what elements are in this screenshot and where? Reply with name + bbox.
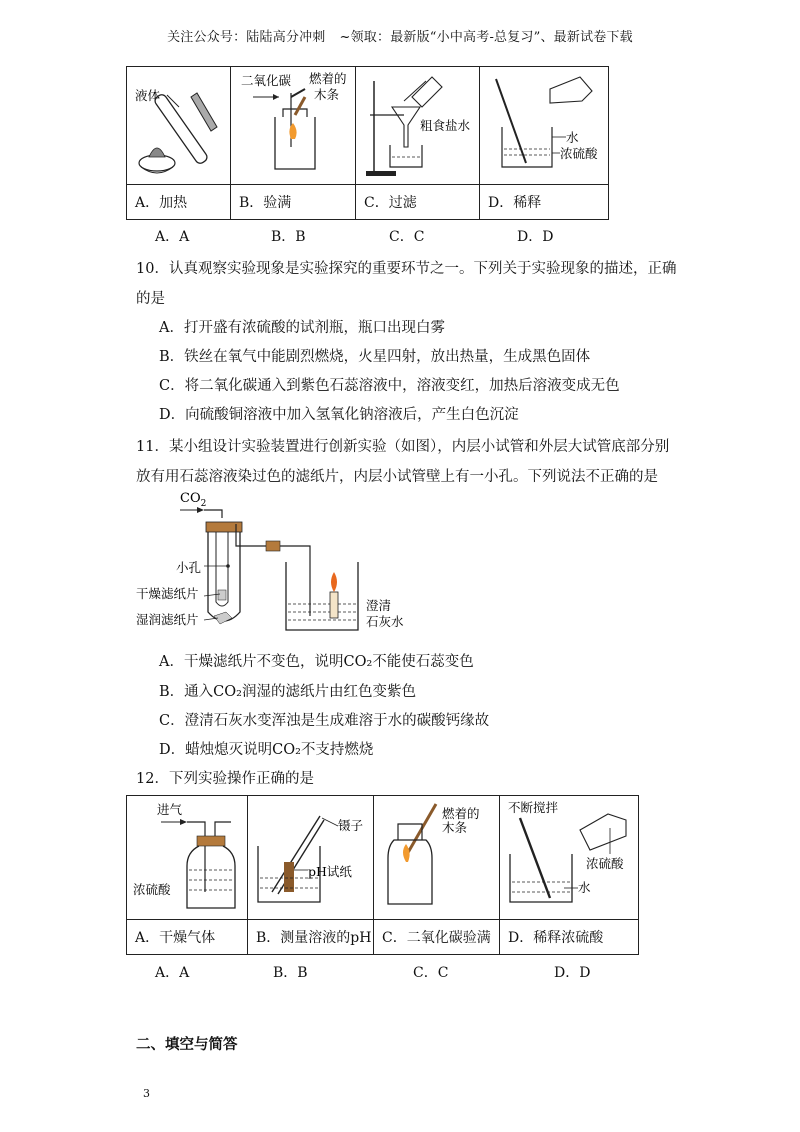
co2-full-test-diagram-2 bbox=[374, 796, 500, 920]
q10-option-d[interactable]: D．向硫酸铜溶液中加入氢氧化钠溶液后，产生白色沉淀 bbox=[159, 407, 519, 423]
q9-figure-c bbox=[356, 67, 480, 185]
tweezers-label: 镊子 bbox=[338, 818, 364, 833]
q12-caption-b: B．测量溶液的pH bbox=[248, 920, 374, 955]
dry-paper-label: 干燥滤纸片 bbox=[136, 586, 199, 601]
water-label-d: 水 bbox=[578, 880, 591, 895]
wet-paper-label: 湿润滤纸片 bbox=[136, 612, 199, 627]
q11-option-c[interactable]: C．澄清石灰水变浑浊是生成难溶于水的碳酸钙缘故 bbox=[159, 713, 490, 729]
filtration-diagram bbox=[356, 67, 480, 185]
q12-choice-d[interactable]: D．D bbox=[554, 965, 591, 981]
q12-caption-d: D．稀释浓硫酸 bbox=[500, 920, 639, 955]
q12-figure-c bbox=[374, 796, 500, 920]
q12-figure-b bbox=[248, 796, 374, 920]
page-number: 3 bbox=[143, 1087, 150, 1100]
burning-label-2: 燃着的 bbox=[442, 806, 480, 821]
q9-figure-d bbox=[480, 67, 609, 185]
liquid-label: 液体 bbox=[135, 88, 161, 103]
q10-option-b[interactable]: B．铁丝在氧气中能剧烈燃烧，火星四射，放出热量，生成黑色固体 bbox=[159, 349, 591, 365]
q9-caption-d: D．稀释 bbox=[480, 185, 609, 220]
svg-text:CO2 bbox=[180, 491, 206, 509]
q9-caption-c: C．过滤 bbox=[356, 185, 480, 220]
ph-test-diagram bbox=[248, 796, 374, 920]
q9-figure-a bbox=[127, 67, 231, 185]
page-header bbox=[0, 26, 800, 45]
q9-choice-a[interactable]: A．A bbox=[155, 229, 190, 245]
acid-label-a: 浓硫酸 bbox=[133, 882, 171, 897]
q12-choice-b[interactable]: B．B bbox=[273, 965, 308, 981]
header-wechat: 关注公众号：陆陆高分冲刺 bbox=[167, 30, 326, 45]
q11-stem-line2: 放有用石蕊溶液染过色的滤纸片，内层小试管壁上有一小孔。下列说法不正确的是 bbox=[136, 469, 658, 485]
q11-stem-line1: 11．某小组设计实验装置进行创新实验（如图），内层小试管和外层大试管底部分别 bbox=[136, 439, 670, 455]
gas-in-label: 进气 bbox=[157, 802, 183, 817]
q10-option-c[interactable]: C．将二氧化碳通入到紫色石蕊溶液中，溶液变红，加热后溶液变成无色 bbox=[159, 378, 620, 394]
hole-label: 小孔 bbox=[176, 560, 202, 575]
q12-figure-a bbox=[127, 796, 248, 920]
co2-text: CO bbox=[180, 491, 201, 506]
co2-full-test-diagram bbox=[231, 67, 356, 185]
q11-option-a[interactable]: A．干燥滤纸片不变色，说明CO₂不能使石蕊变色 bbox=[159, 654, 474, 670]
dilution-diagram bbox=[480, 67, 609, 185]
acid-label: 浓硫酸 bbox=[560, 146, 598, 161]
q12-caption-a: A．干燥气体 bbox=[127, 920, 248, 955]
q9-choice-d[interactable]: D．D bbox=[517, 229, 554, 245]
acid-dilution-diagram bbox=[500, 796, 639, 920]
co2-subscript: 2 bbox=[200, 499, 207, 509]
stick-label-2: 木条 bbox=[442, 820, 468, 835]
q9-choice-b[interactable]: B．B bbox=[271, 229, 306, 245]
salt-water-label: 粗食盐水 bbox=[420, 118, 471, 133]
limewater-label: 石灰水 bbox=[366, 614, 404, 629]
q12-choice-c[interactable]: C．C bbox=[413, 965, 449, 981]
q12-stem: 12．下列实验操作正确的是 bbox=[136, 771, 314, 787]
stir-label: 不断搅拌 bbox=[508, 800, 559, 815]
q12-figure-d bbox=[500, 796, 639, 920]
stick-label: 木条 bbox=[314, 87, 340, 102]
q9-choice-c[interactable]: C．C bbox=[389, 229, 425, 245]
q9-caption-b: B．验满 bbox=[231, 185, 356, 220]
q10-option-a[interactable]: A．打开盛有浓硫酸的试剂瓶，瓶口出现白雾 bbox=[159, 320, 445, 336]
heating-diagram bbox=[127, 67, 231, 185]
water-label: 水 bbox=[566, 130, 579, 145]
q9-option-table bbox=[126, 66, 609, 220]
q12-option-table bbox=[126, 795, 639, 955]
q11-option-b[interactable]: B．通入CO₂润湿的滤纸片由红色变紫色 bbox=[159, 684, 416, 700]
burning-label: 燃着的 bbox=[309, 71, 347, 86]
acid-label-d: 浓硫酸 bbox=[586, 856, 624, 871]
q12-choice-a[interactable]: A．A bbox=[155, 965, 190, 981]
q10-stem-line2: 的是 bbox=[136, 291, 165, 307]
q12-caption-c: C．二氧化碳验满 bbox=[374, 920, 500, 955]
q11-apparatus-figure bbox=[126, 486, 426, 636]
gas-drying-diagram bbox=[127, 796, 248, 920]
co2-label: 二氧化碳 bbox=[241, 73, 292, 88]
q9-figure-b bbox=[231, 67, 356, 185]
section-title: 二、填空与简答 bbox=[136, 1037, 238, 1053]
ph-paper-label: pH试纸 bbox=[308, 864, 352, 879]
q10-stem-line1: 10．认真观察实验现象是实验探究的重要环节之一。下列关于实验现象的描述，正确 bbox=[136, 261, 677, 277]
header-download: ~领取：最新版“小中高考-总复习”、最新试卷下载 bbox=[339, 30, 633, 45]
q9-caption-a: A．加热 bbox=[127, 185, 231, 220]
clear-label: 澄清 bbox=[366, 598, 392, 613]
q11-option-d[interactable]: D．蜡烛熄灭说明CO₂不支持燃烧 bbox=[159, 742, 374, 758]
